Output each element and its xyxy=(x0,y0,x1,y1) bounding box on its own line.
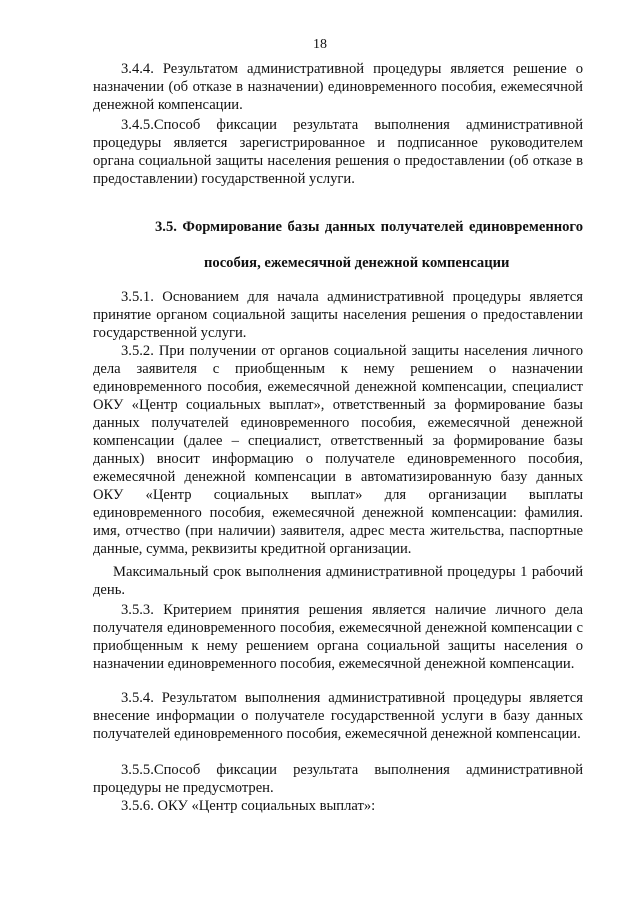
section-heading-line-1: 3.5. Формирование базы данных получателей единовременного xyxy=(155,219,583,235)
paragraph-3-5-3: 3.5.3. Критерием принятия решения является наличие личного дела получателя единовременного пособия, ежемесячной денежной компенсации с приобщенным к нему решением органа социальной защиты населения о назначении единовременного пособия, ежемесячной денежной компенсации. xyxy=(93,602,583,672)
paragraph-3-4-4: 3.4.4. Результатом административной процедуры является решение о назначении (об отказе в назначении) единовременного пособия, ежемесячной денежной компенсации. xyxy=(93,61,583,113)
section-heading-line-2: пособия, ежемесячной денежной компенсации xyxy=(204,255,510,271)
paragraph-3-4-5: 3.4.5.Способ фиксации результата выполнения административной процедуры является зарегистрированное и подписанное руководителем органа социальной защиты населения решения о предоставлении (об отказе в предоставлении) государственной услуги. xyxy=(93,117,583,187)
paragraph-3-5-6: 3.5.6. ОКУ «Центр социальных выплат»: xyxy=(121,798,376,814)
paragraph-3-5-2: 3.5.2. При получении от органов социальной защиты населения личного дела заявителя с приобщенным к нему решением о назначении единовременного пособия, ежемесячной денежной компенсации, специалист ОКУ «Центр социальных выплат», ответственный за формирование базы данных получателей единовременного пособия, ежемесячной денежной компенсации (далее – специалист, ответственный за формирование базы данных) вносит информацию о получателе единовременного пособия, ежемесячной денежной компенсации в автоматизированную базу данных ОКУ «Центр социальных выплат» для организации выплаты единовременного пособия, ежемесячной денежной компенсации: фамилия. имя, отчество (при наличии) заявителя, адрес места жительства, паспортные данные, сумма, реквизиты кредитной организации. xyxy=(93,343,583,557)
page-number: 18 xyxy=(313,37,327,52)
paragraph-3-5-5: 3.5.5.Способ фиксации результата выполнения административной процедуры не предусмотрен. xyxy=(93,762,583,796)
paragraph-max-term: Максимальный срок выполнения административной процедуры 1 рабочий день. xyxy=(93,564,583,598)
paragraph-3-5-1: 3.5.1. Основанием для начала административной процедуры является принятие органом социальной защиты населения решения о предоставлении государственной услуги. xyxy=(93,289,583,341)
paragraph-3-5-4: 3.5.4. Результатом выполнения административной процедуры является внесение информации о получателе государственной услуги в базу данных получателей единовременного пособия, ежемесячной денежной компенсации. xyxy=(93,690,583,742)
